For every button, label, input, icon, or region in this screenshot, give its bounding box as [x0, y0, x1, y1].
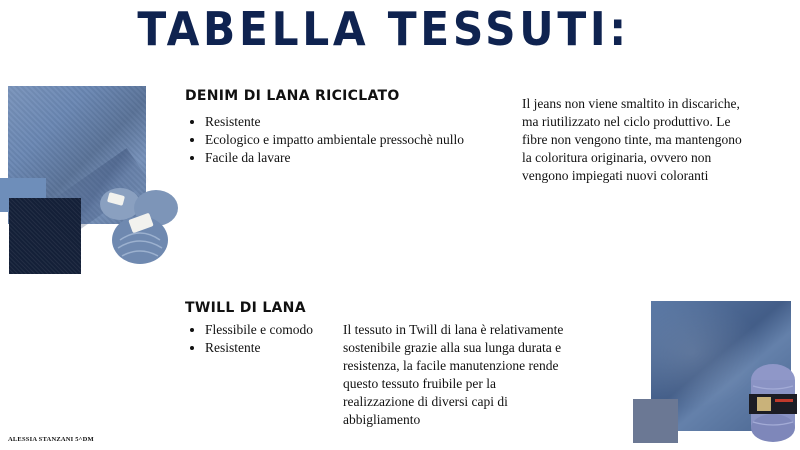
list-item: • Ecologico e impatto ambientale pressochè nullo [205, 131, 525, 149]
twill-bullet-list [185, 321, 355, 357]
section-heading-twill: TWILL DI LANA [185, 300, 306, 316]
list-item: • Flessibile e comodo [205, 321, 355, 339]
twill-description: Il tessuto in Twill di lana è relativamente sostenibile grazie alla sua lunga durata e resistenza, la facile manutenzione rende questo tessuto fruibile per la realizzazione di diversi capi di abbigliamento [343, 322, 564, 427]
section-heading-denim: DENIM DI LANA RICICLATO [185, 88, 400, 104]
yarn-skein-image [745, 360, 800, 446]
yarn-balls-image [96, 178, 182, 268]
dark-denim-swatch [9, 198, 81, 274]
list-item: • Resistente [205, 113, 525, 131]
list-item: • Resistente [205, 339, 355, 357]
slate-color-swatch [633, 399, 678, 443]
list-item: • Facile da lavare [205, 149, 525, 167]
page-title: TABELLA TESSUTI: [137, 2, 630, 56]
author-credit: ALESSIA STANZANI 5^DM [8, 436, 94, 443]
denim-description: Il jeans non viene smaltito in discariche, ma riutilizzato nel ciclo produttivo. Le fibre non vengono tinte, ma mantengono la coloritura originaria, ovvero non vengono impiegati nuovi coloranti [522, 96, 742, 183]
denim-bullet-list [185, 113, 525, 167]
